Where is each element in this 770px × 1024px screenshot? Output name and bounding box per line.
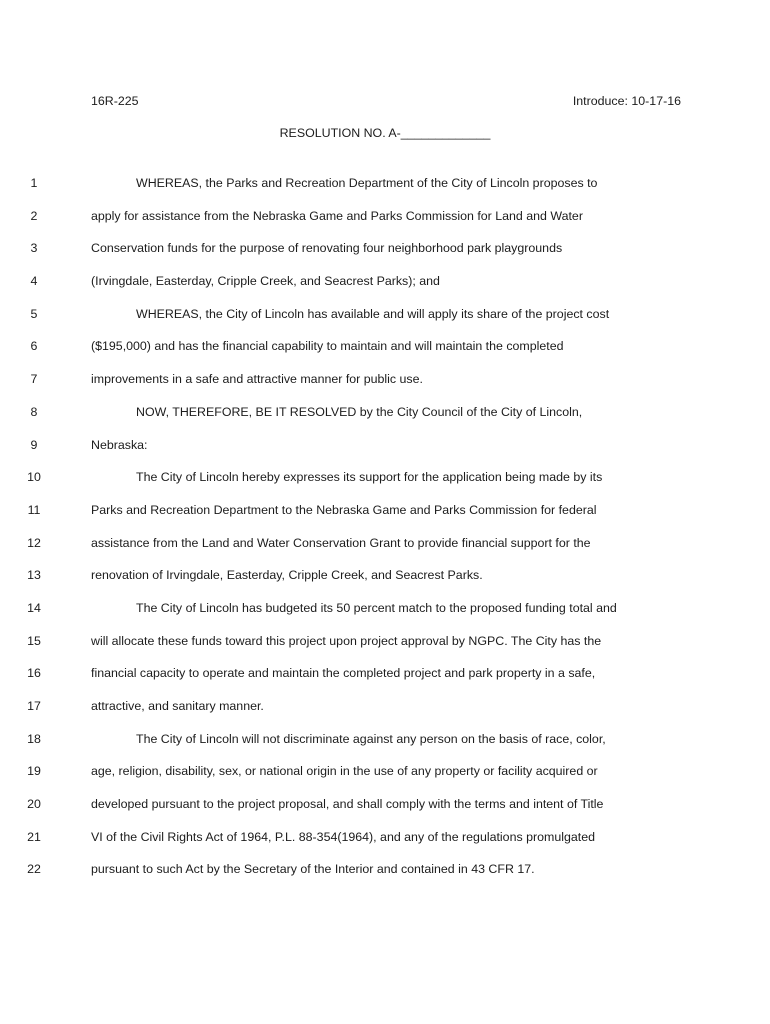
numbered-line <box>0 273 770 306</box>
numbered-line <box>0 633 770 666</box>
resolution-title-row <box>0 126 770 140</box>
line-text: will allocate these funds toward this project upon project approval by NGPC. The City has the <box>91 633 602 648</box>
line-number: 11 <box>27 502 41 517</box>
line-number: 21 <box>27 829 41 844</box>
line-text: assistance from the Land and Water Conservation Grant to provide financial support for the <box>91 535 591 550</box>
line-number: 18 <box>27 731 41 746</box>
line-text: apply for assistance from the Nebraska Game and Parks Commission for Land and Water <box>91 208 583 223</box>
line-number: 2 <box>30 208 38 223</box>
numbered-line <box>0 829 770 862</box>
numbered-line <box>0 208 770 241</box>
numbered-lines <box>0 175 770 894</box>
numbered-line <box>0 698 770 731</box>
line-number: 14 <box>27 600 41 615</box>
line-text: The City of Lincoln will not discriminate against any person on the basis of race, color, <box>136 731 606 746</box>
line-text: pursuant to such Act by the Secretary of the Interior and contained in 43 CFR 17. <box>91 862 535 877</box>
line-text: Nebraska: <box>91 437 148 452</box>
line-number: 22 <box>27 862 41 877</box>
line-number: 6 <box>30 339 38 354</box>
line-number: 17 <box>27 699 41 713</box>
numbered-line <box>0 535 770 568</box>
line-number: 5 <box>30 306 38 321</box>
line-text: attractive, and sanitary manner. <box>91 699 264 713</box>
line-text: financial capacity to operate and maintain the completed project and park property in a safe, <box>91 666 596 681</box>
introduce-date: Introduce: 10-17-16 <box>572 94 681 108</box>
document-header <box>91 94 681 110</box>
numbered-line <box>0 600 770 633</box>
line-text: (Irvingdale, Easterday, Cripple Creek, and Seacrest Parks); and <box>91 274 440 289</box>
line-number: 8 <box>30 404 38 419</box>
numbered-line <box>0 567 770 600</box>
line-number: 10 <box>27 470 41 485</box>
line-text: Parks and Recreation Department to the Nebraska Game and Parks Commission for federal <box>91 502 597 517</box>
numbered-line <box>0 763 770 796</box>
line-number: 9 <box>30 437 38 452</box>
numbered-line <box>0 731 770 764</box>
line-number: 7 <box>30 372 38 387</box>
line-text: The City of Lincoln has budgeted its 50 percent match to the proposed funding total and <box>136 600 617 615</box>
document-number: 16R-225 <box>91 94 139 108</box>
line-text: age, religion, disability, sex, or national origin in the use of any property or facility acquired or <box>91 764 598 779</box>
line-number: 4 <box>30 274 38 289</box>
line-text: developed pursuant to the project proposal, and shall comply with the terms and intent of Title <box>91 797 604 812</box>
line-number: 19 <box>27 764 41 779</box>
numbered-line <box>0 338 770 371</box>
numbered-line <box>0 404 770 437</box>
line-text: WHEREAS, the City of Lincoln has available and will apply its share of the project cost <box>136 306 610 321</box>
line-text: ($195,000) and has the financial capability to maintain and will maintain the completed <box>91 339 564 354</box>
numbered-line <box>0 796 770 829</box>
line-number: 20 <box>27 797 41 812</box>
line-number: 1 <box>30 176 38 190</box>
line-text: Conservation funds for the purpose of renovating four neighborhood park playgrounds <box>91 241 563 256</box>
numbered-line <box>0 469 770 502</box>
numbered-line <box>0 371 770 404</box>
numbered-line <box>0 665 770 698</box>
line-text: The City of Lincoln hereby expresses its support for the application being made by its <box>136 470 603 485</box>
resolution-title: RESOLUTION NO. A-_____________ <box>279 126 491 140</box>
line-text: renovation of Irvingdale, Easterday, Cripple Creek, and Seacrest Parks. <box>91 568 483 583</box>
line-text: improvements in a safe and attractive manner for public use. <box>91 372 423 387</box>
numbered-line <box>0 240 770 273</box>
numbered-line <box>0 437 770 470</box>
line-number: 16 <box>27 666 41 681</box>
line-text: NOW, THEREFORE, BE IT RESOLVED by the City Council of the City of Lincoln, <box>136 404 583 419</box>
numbered-line <box>0 175 770 208</box>
line-text: WHEREAS, the Parks and Recreation Department of the City of Lincoln proposes to <box>136 176 598 190</box>
numbered-line <box>0 306 770 339</box>
line-number: 3 <box>30 241 38 256</box>
line-number: 13 <box>27 568 41 583</box>
line-text: VI of the Civil Rights Act of 1964, P.L. 88-354(1964), and any of the regulations promulgated <box>91 829 595 844</box>
line-number: 12 <box>27 535 41 550</box>
numbered-line <box>0 502 770 535</box>
numbered-line <box>0 861 770 894</box>
line-number: 15 <box>27 633 41 648</box>
